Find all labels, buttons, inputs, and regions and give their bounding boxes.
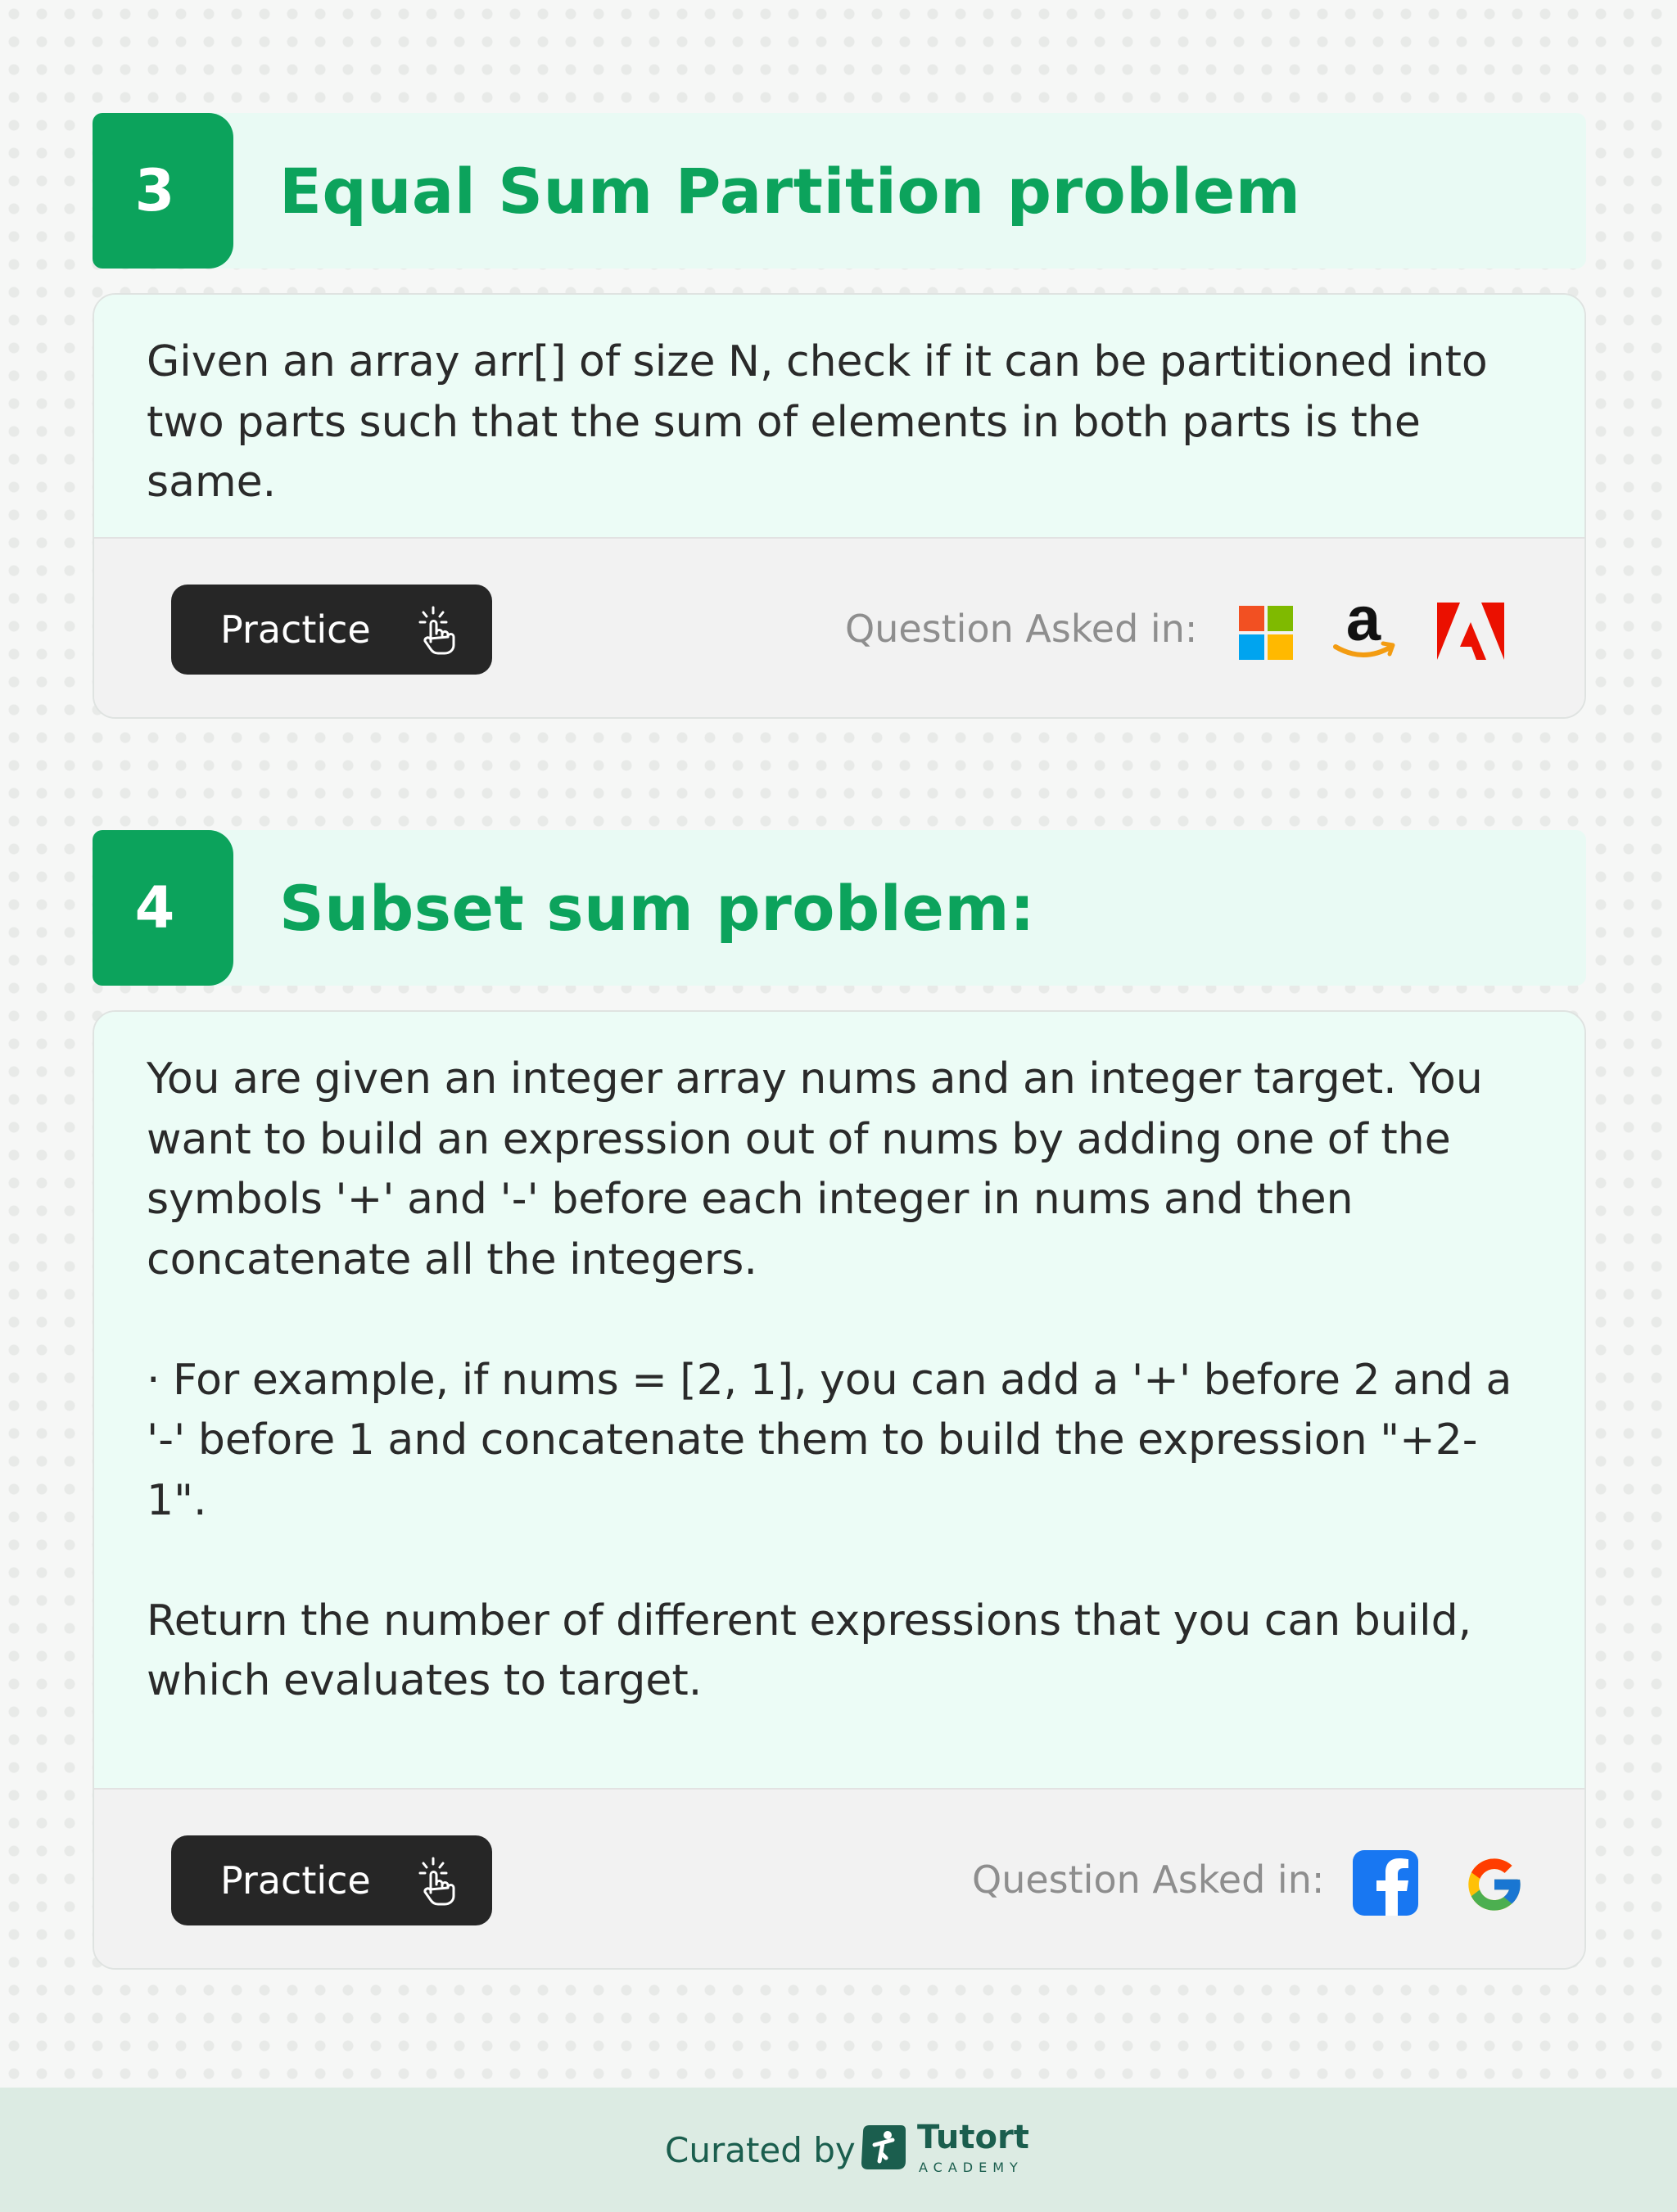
adobe-logo-icon <box>1437 603 1504 660</box>
amazon-logo-icon <box>1329 593 1398 666</box>
google-logo-icon <box>1463 1853 1526 1916</box>
tutort-brand-name: Tutort <box>917 2119 1029 2156</box>
problem-number-badge <box>93 113 233 269</box>
problem-header <box>93 113 1586 269</box>
problem-card-4 <box>93 830 1586 1970</box>
problem-description <box>94 295 1584 537</box>
problem-number: 3 <box>134 157 175 224</box>
description-paragraph: Given an array arr[] of size N, check if it can be partitioned into two parts such that the sum of elements in both parts is the same. <box>147 337 1488 507</box>
practice-label: Practice <box>220 607 371 652</box>
tap-hand-icon <box>417 606 459 655</box>
problem-number: 4 <box>134 874 175 941</box>
problem-footer <box>94 537 1584 717</box>
svg-text:a: a <box>1345 593 1381 654</box>
problem-title: Subset sum problem: <box>279 871 1035 945</box>
problem-body <box>93 1010 1586 1970</box>
return-paragraph: Return the number of different expressions that you can build, which evaluates to target. <box>147 1596 1472 1705</box>
facebook-logo-icon <box>1353 1850 1418 1916</box>
tutort-brand-subtitle: ACADEMY <box>919 2160 1024 2175</box>
problem-description <box>94 1012 1584 1788</box>
question-asked-label: Question Asked in: <box>845 607 1198 651</box>
problem-card-3 <box>93 113 1586 719</box>
problem-title: Equal Sum Partition problem <box>279 154 1301 228</box>
tap-hand-icon <box>417 1857 459 1906</box>
problem-footer <box>94 1788 1584 1968</box>
problem-body <box>93 293 1586 719</box>
curated-by-label: Curated by <box>665 2129 856 2170</box>
question-asked-label: Question Asked in: <box>972 1858 1325 1902</box>
problem-number-badge <box>93 830 233 986</box>
microsoft-logo-icon <box>1239 606 1293 660</box>
practice-button[interactable] <box>171 585 492 675</box>
description-paragraph: You are given an integer array nums and an integer target. You want to build an expression out of nums by adding one of the symbols '+' and '-' before each integer in nums and then concatenate all the integers. <box>147 1054 1483 1284</box>
tutort-logo-icon <box>857 2120 911 2174</box>
practice-label: Practice <box>220 1858 371 1903</box>
curated-footer <box>0 2088 1677 2212</box>
example-paragraph: · For example, if nums = [2, 1], you can add a '+' before 2 and a '-' before 1 and concatenate them to build the expression "+2-1". <box>147 1355 1512 1525</box>
practice-button[interactable] <box>171 1835 492 1925</box>
problem-header <box>93 830 1586 986</box>
